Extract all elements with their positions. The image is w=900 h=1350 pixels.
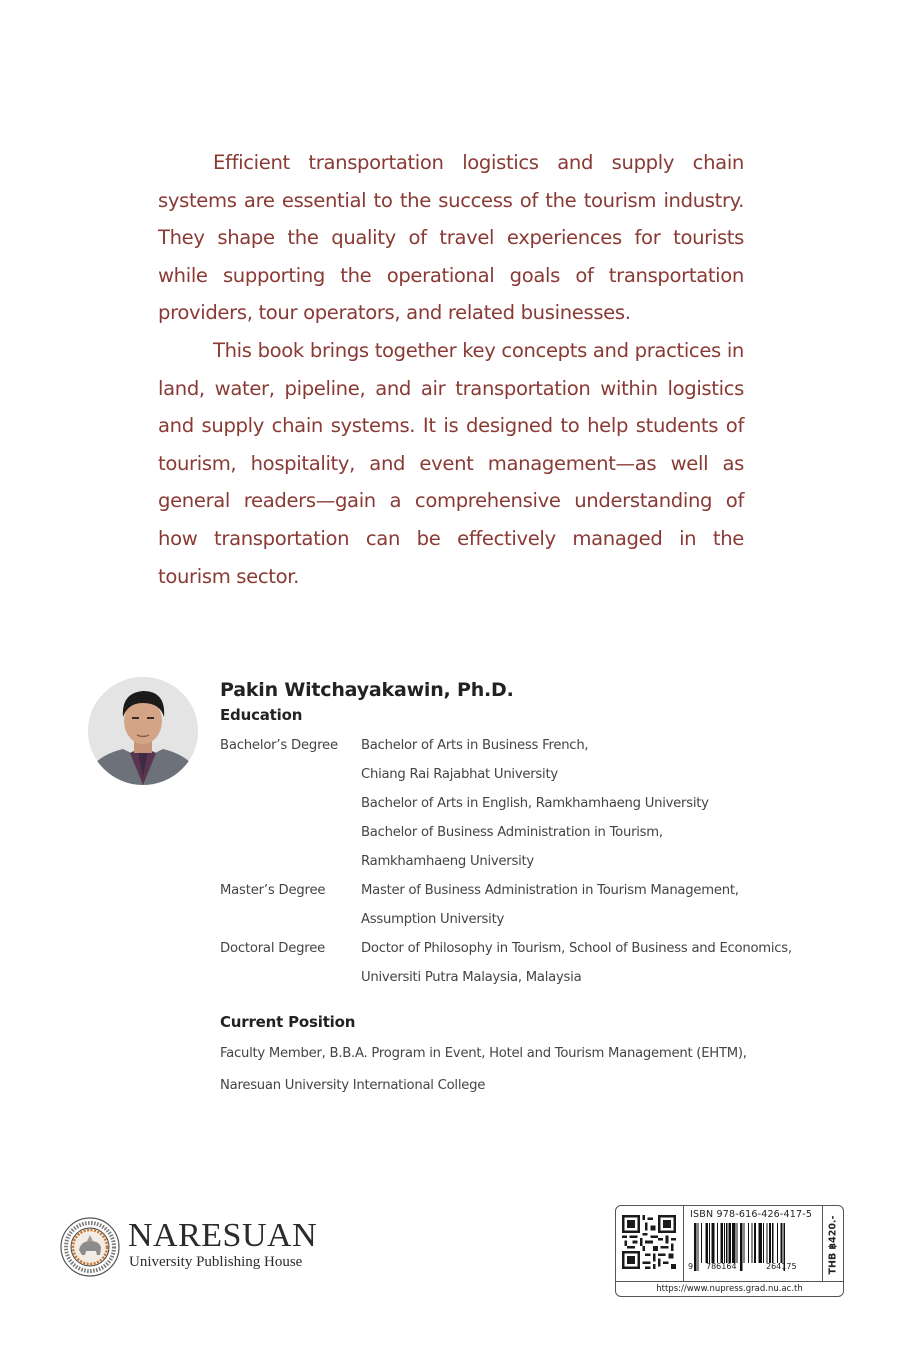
degree-line: Bachelor of Business Administration in Tourism, xyxy=(361,825,663,840)
label-divider xyxy=(822,1206,823,1281)
barcode-bar xyxy=(766,1223,767,1263)
qr-code-icon xyxy=(622,1215,676,1269)
barcode-bar xyxy=(697,1223,698,1271)
label-divider xyxy=(616,1281,843,1282)
barcode-bar xyxy=(763,1223,764,1263)
barcode-bar xyxy=(777,1223,778,1263)
barcode-bar xyxy=(772,1223,773,1263)
degree-details xyxy=(361,731,709,876)
position-line: Faculty Member, B.B.A. Program in Event, Hotel and Tourism Management (EHTM), xyxy=(220,1046,747,1061)
barcode-bar xyxy=(752,1223,753,1263)
degree-line: Assumption University xyxy=(361,912,505,927)
current-position xyxy=(220,1038,860,1102)
barcode-bar xyxy=(717,1223,718,1263)
barcode-digits-right: 264175 xyxy=(766,1262,797,1271)
barcode-bar xyxy=(726,1223,727,1263)
publisher-url[interactable]: https://www.nupress.grad.nu.ac.th xyxy=(656,1284,803,1294)
barcode-bar xyxy=(706,1223,708,1263)
degree-line: Bachelor of Arts in English, Ramkhamhaeng University xyxy=(361,796,709,811)
degree-line: Bachelor of Arts in Business French, xyxy=(361,738,589,753)
degree-line: Universiti Putra Malaysia, Malaysia xyxy=(361,970,582,985)
barcode-bar xyxy=(769,1223,771,1263)
back-cover-blurb xyxy=(158,144,744,595)
degree-label: Bachelor’s Degree xyxy=(220,738,338,753)
author-name: Pakin Witchayakawin, Ph.D. xyxy=(220,679,514,701)
publisher-logo xyxy=(60,1215,330,1280)
education-row-bachelor xyxy=(220,731,860,876)
barcode-bar xyxy=(743,1223,744,1263)
publisher-subtitle: University Publishing House xyxy=(129,1254,303,1270)
degree-details xyxy=(361,876,739,934)
degree-details xyxy=(361,934,792,992)
barcode-bar xyxy=(729,1223,731,1263)
degree-line: Ramkhamhaeng University xyxy=(361,854,534,869)
barcode-bar xyxy=(720,1223,722,1263)
position-line: Naresuan University International College xyxy=(220,1078,486,1093)
label-divider xyxy=(683,1206,684,1281)
price-tag xyxy=(825,1212,841,1278)
degree-line: Doctor of Philosophy in Tourism, School of Business and Economics, xyxy=(361,941,792,956)
education-row-doctoral xyxy=(220,934,860,992)
education-heading: Education xyxy=(220,706,303,724)
barcode-bar xyxy=(758,1223,761,1263)
degree-label: Doctoral Degree xyxy=(220,941,326,956)
barcode-bar xyxy=(732,1223,735,1263)
degree-label: Master’s Degree xyxy=(220,883,326,898)
price: THB ฿420.- xyxy=(827,1215,839,1275)
barcode-bar xyxy=(724,1223,725,1263)
degree-line: Master of Business Administration in Tourism Management, xyxy=(361,883,739,898)
author-photo xyxy=(88,677,198,785)
degree-line: Chiang Rai Rajabhat University xyxy=(361,767,558,782)
barcode-bar xyxy=(748,1223,749,1263)
university-seal-icon xyxy=(60,1217,120,1277)
author-portrait-icon xyxy=(88,677,198,785)
blurb-paragraph-1: Efficient transportation logistics and supply chain systems are essential to the success of the tourism industry. They shape the quality of travel experiences for tourists while supporting the operational goals of transportation providers, tour operators, and related businesses. xyxy=(158,151,744,325)
publisher-name: NARESUAN xyxy=(128,1217,318,1254)
isbn-number: ISBN 978-616-426-417-5 xyxy=(690,1209,813,1220)
barcode-digits-left: 786164 xyxy=(706,1262,737,1271)
barcode-bar xyxy=(737,1223,738,1263)
author-section xyxy=(220,675,860,1102)
barcode-bar xyxy=(694,1223,696,1271)
blurb-paragraph-2: This book brings together key concepts and practices in land, water, pipeline, and air transportation within logistics and supply chain systems. It is designed to help students of tourism, hospitality, and event management—as well as general readers—gain a comprehensive understanding of how transportation can be effectively managed in the tourism sector. xyxy=(158,338,744,588)
isbn-barcode-label xyxy=(615,1205,844,1297)
barcode-bar xyxy=(701,1223,702,1263)
barcode-bar xyxy=(709,1223,710,1263)
barcode-bar xyxy=(711,1223,714,1263)
current-position-heading: Current Position xyxy=(220,1013,356,1031)
barcode-bar xyxy=(780,1223,782,1263)
barcode-digit-first: 9 xyxy=(688,1262,694,1271)
barcode-bar xyxy=(740,1223,742,1271)
education-row-master xyxy=(220,876,860,934)
barcode-bar xyxy=(754,1223,756,1263)
education-list xyxy=(220,731,860,992)
